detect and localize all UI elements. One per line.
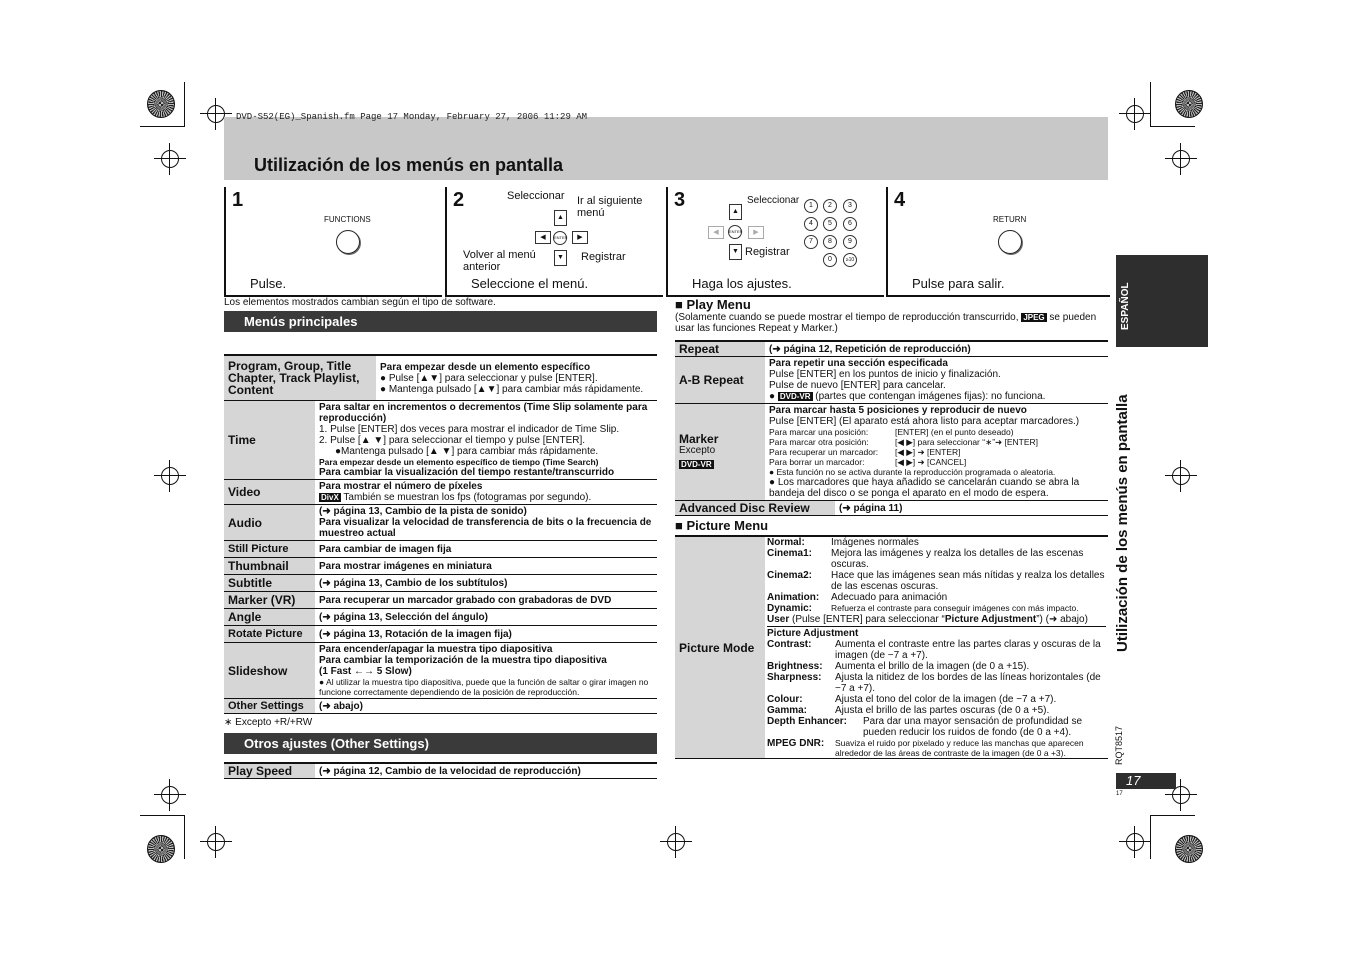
note: ● Al utilizar la muestra tipo diapositiva, puede que la función de saltar o girar imagen no funcione correctamente dependiendo de la posición de reproducción.	[319, 677, 649, 697]
return-button-label: RETURN	[993, 215, 1027, 224]
row-content: Para mostrar imágenes en miniatura	[315, 558, 657, 575]
text: (partes que contengan imágenes fijas): no funciona.	[815, 391, 1046, 402]
bullet-text: Esta función no se activa durante la reproducción programada o aleatoria.	[776, 467, 1056, 477]
heading-text: Play Menu	[686, 297, 751, 312]
step-caption: Pulse para salir.	[912, 276, 1005, 291]
text: Para marcar otra posición:	[769, 437, 869, 447]
row-heading: Para cambiar la visualización del tiempo restante/transcurrido	[319, 467, 615, 478]
step-number: 1	[232, 189, 244, 211]
adjust-item	[767, 694, 1106, 705]
select-label: Seleccionar	[747, 195, 800, 206]
left-column	[224, 297, 657, 779]
adjust-item	[767, 705, 1106, 716]
row-label: Advanced Disc Review	[675, 501, 835, 516]
row-label: Play Speed	[224, 764, 315, 779]
row-content: (➜ página 13, Selección del ángulo)	[315, 609, 657, 626]
mode-value: Imágenes normales	[831, 537, 919, 548]
step-number: 4	[894, 189, 906, 211]
mode-value: (Pulse [ENTER] para seleccionar “	[789, 614, 945, 625]
marker-line	[769, 427, 1104, 437]
software-note: Los elementos mostrados cambian según el tipo de software.	[224, 297, 496, 308]
registration-sun-mark	[1175, 90, 1203, 118]
table-row	[675, 342, 1108, 357]
bullet-text: Pulse [▲▼] para seleccionar y pulse [ENTER].	[388, 372, 598, 384]
key-7: 7	[804, 235, 818, 249]
row-content: (➜ abajo)	[315, 699, 657, 714]
register-label: Registrar	[581, 251, 626, 263]
row-text	[319, 492, 653, 503]
table-row	[675, 357, 1108, 404]
row-heading: Para empezar desde un elemento específico	[380, 361, 591, 373]
step-4	[886, 187, 1110, 297]
mode-value: Refuerza el contraste para conseguir imágenes con más impacto.	[831, 603, 1079, 613]
row-text: ● DVD-VR (partes que contengan imágenes fijas): no funciona.	[769, 391, 1046, 402]
row-label: Thumbnail	[224, 558, 315, 575]
adjust-value: Suaviza el ruido por pixelado y reduce las manchas que aparecen alrededor de las áreas de contraste de la imagen (de 0 a +3).	[835, 738, 1084, 758]
step-caption: Haga los ajustes.	[692, 276, 792, 291]
mode-key: Animation:	[767, 592, 820, 603]
row-text: Pulse [ENTER] en los puntos de inicio y finalización.	[769, 369, 1001, 380]
row-heading: Para marcar hasta 5 posiciones y reproducir de nuevo	[769, 405, 1027, 416]
adr-table	[675, 501, 1108, 516]
step-text: ●Mantenga pulsado [▲ ▼] para cambiar más rápidamente.	[335, 446, 599, 457]
row-heading: Para visualizar la velocidad de transferencia de bits o la frecuencia de muestreo actual	[319, 517, 652, 539]
marker-line	[769, 437, 1104, 447]
label-text: Marker	[679, 432, 719, 446]
key-2: 2	[823, 199, 837, 213]
table-row	[224, 558, 657, 575]
row-heading: Para cambiar la temporización de la muestra tipo diapositiva	[319, 655, 607, 666]
play-menu-table	[675, 342, 1108, 501]
registration-target-mark	[207, 833, 225, 851]
crop-mark	[184, 815, 185, 859]
adjust-key: Contrast:	[767, 639, 812, 650]
select-label: Seleccionar	[507, 190, 565, 202]
table-row	[224, 699, 657, 714]
table-row	[224, 356, 657, 401]
table-row	[224, 541, 657, 558]
text: También se muestran los fps (fotogramas por segundo).	[340, 492, 592, 503]
crop-mark	[1150, 815, 1151, 859]
row-heading: Para mostrar el número de píxeles	[319, 481, 483, 492]
adjust-item	[767, 672, 1106, 694]
crop-mark	[184, 82, 185, 126]
other-settings-heading: Otros ajustes (Other Settings)	[224, 733, 657, 754]
dvd-vr-badge: DVD-VR	[681, 460, 712, 469]
registration-target-mark	[1126, 105, 1144, 123]
table-row	[224, 505, 657, 541]
mode-item	[767, 592, 1106, 603]
row-content	[315, 505, 657, 541]
step-number: 3	[674, 189, 686, 211]
crop-mark	[1150, 82, 1151, 126]
bullet-item: ● Esta función no se activa durante la reproducción programada o aleatoria.	[769, 467, 1056, 477]
mode-value: Hace que las imágenes sean más nítidas y realza los detalles de las escenas oscuras.	[831, 570, 1105, 592]
adjust-key: Depth Enhancer:	[767, 716, 848, 727]
row-label: Still Picture	[224, 541, 315, 558]
row-label: Video	[224, 480, 315, 505]
registration-target-mark	[667, 833, 685, 851]
adjust-value: Para dar una mayor sensación de profundidad se pueden reducir los ruidos de fondo (de 0 a +4).	[863, 716, 1083, 738]
row-content: (➜ página 13, Rotación de la imagen fija)	[315, 626, 657, 643]
vertical-section-title: Utilización de los menús en pantalla	[1114, 394, 1131, 652]
footnote: ∗ Excepto +R/+RW	[224, 717, 313, 728]
bullet-text: Mantenga pulsado [▲▼] para cambiar más rápidamente.	[388, 383, 644, 395]
adjust-key: MPEG DNR:	[767, 738, 825, 749]
row-label: Picture Mode	[675, 537, 765, 759]
mode-key: Normal:	[767, 537, 805, 548]
note-text: Al utilizar la muestra tipo diapositiva, puede que la función de saltar o girar imagen no funcione correctamente dependiendo de la posición de reproducción.	[319, 677, 649, 697]
play-menu-heading: ■ Play Menu	[675, 297, 751, 312]
row-label: Other Settings	[224, 699, 315, 714]
table-row	[675, 501, 1108, 516]
play-menu-note	[675, 312, 1108, 342]
footnote-text: Excepto +R/+RW	[235, 717, 313, 728]
mode-value: Adecuado para animación	[831, 592, 948, 603]
table-row	[224, 401, 657, 480]
table-row	[224, 480, 657, 505]
row-text: Pulse [ENTER] (El aparato está ahora listo para aceptar marcadores.)	[769, 416, 1080, 427]
register-label: Registrar	[745, 246, 790, 258]
bullet-item: ● Pulse [▲▼] para seleccionar y pulse [ENTER].	[380, 372, 598, 384]
key-5: 5	[823, 217, 837, 231]
arrow-down-icon: ▼	[729, 244, 742, 260]
mode-item	[767, 570, 1106, 592]
adjust-value: Ajusta el brillo de las partes oscuras (de 0 a +5).	[835, 705, 1050, 716]
step-text: 1. Pulse [ENTER] dos veces para mostrar el indicador de Time Slip.	[319, 424, 620, 435]
adjust-value: Aumenta el contraste entre las partes claras y oscuras de la imagen (de −7 a +7).	[835, 639, 1101, 661]
step-3	[666, 187, 884, 297]
row-label: Subtitle	[224, 575, 315, 592]
row-heading	[319, 457, 653, 467]
arrow-right-icon: ▶	[748, 226, 764, 239]
crop-mark	[1150, 815, 1195, 816]
row-label: Time	[224, 401, 315, 480]
row-content	[765, 537, 1108, 759]
table-row	[675, 537, 1108, 759]
return-button-icon	[998, 230, 1022, 254]
registration-target-mark	[1172, 467, 1190, 485]
other-settings-table	[224, 764, 657, 779]
row-label: Marker (VR)	[224, 592, 315, 609]
adjust-key: Gamma:	[767, 705, 808, 716]
picture-menu-heading: ■ Picture Menu	[675, 516, 1108, 537]
picture-adjustment-list	[767, 627, 1106, 758]
main-menus-heading: Menús principales	[224, 311, 657, 332]
registration-sun-mark	[147, 835, 175, 863]
right-column	[675, 297, 1108, 759]
row-content	[765, 404, 1108, 501]
step-caption: Pulse.	[250, 276, 287, 291]
heading-text: Para empezar desde un elemento específico de tiempo	[319, 457, 541, 467]
heading-text: Para saltar en incrementos o decrementos	[319, 402, 521, 413]
row-content	[315, 643, 657, 699]
label-sub: Excepto	[679, 445, 716, 456]
table-row	[224, 575, 657, 592]
crop-mark	[1150, 126, 1195, 127]
row-content: (➜ página 13, Cambio de los subtítulos)	[315, 575, 657, 592]
row-content	[765, 357, 1108, 404]
arrow-left-icon: ◀	[708, 226, 724, 239]
mode-value: Picture Adjustment	[944, 614, 1037, 625]
adjust-key: Colour:	[767, 694, 803, 705]
dvd-vr-badge: DVD-VR	[779, 392, 811, 401]
step-2	[445, 187, 663, 297]
marker-line	[769, 457, 1104, 467]
table-row	[224, 592, 657, 609]
step-text: 2. Pulse [▲ ▼] para seleccionar el tiempo y pulse [ENTER].	[319, 435, 586, 446]
key-0: 0	[823, 253, 837, 267]
text: [◀ ▶] para seleccionar “∗”➜ [ENTER]	[895, 437, 1039, 447]
adjust-value: Ajusta el tono del color de la imagen (de −7 a +7).	[835, 694, 1057, 705]
registration-target-mark	[161, 786, 179, 804]
mode-value: Mejora las imágenes y realza los detalles de las escenas oscuras.	[831, 548, 1084, 570]
mode-key: Cinema1:	[767, 548, 813, 559]
adjust-value: Ajusta la nitidez de los bordes de las líneas horizontales (de −7 a +7).	[835, 672, 1101, 694]
text: Para recuperar un marcador:	[769, 447, 879, 457]
row-text: Pulse de nuevo [ENTER] para cancelar.	[769, 380, 946, 391]
text: [ENTER] (en el punto deseado)	[895, 427, 1014, 437]
row-content	[376, 356, 657, 401]
marker-line	[769, 447, 1104, 457]
divx-badge: DivX	[321, 493, 339, 502]
key-1: 1	[804, 199, 818, 213]
main-menus-table-2	[224, 401, 657, 541]
key-9: 9	[843, 235, 857, 249]
jpeg-badge: JPEG	[1023, 313, 1045, 322]
step-caption: Seleccione el menú.	[471, 276, 589, 291]
row-content	[315, 401, 657, 480]
mode-item	[767, 548, 1106, 570]
bullet-item: ● Los marcadores que haya añadido se cancelarán cuando se abra la bandeja del disco o se ponga el aparato en el modo de espera.	[769, 477, 1080, 499]
row-heading: Para repetir una sección especificada	[769, 358, 948, 369]
table-row	[675, 404, 1108, 501]
note-text: se pueden usar las funciones Repeat y Marker.)	[675, 312, 1097, 334]
row-content: (➜ página 11)	[835, 501, 1108, 516]
row-heading	[319, 402, 653, 424]
row-label	[675, 404, 765, 501]
enter-button-icon: ENTER	[553, 231, 567, 245]
enter-button-icon: ENTER	[728, 225, 742, 239]
page-number-small: 17	[1116, 791, 1123, 797]
key-3: 3	[843, 199, 857, 213]
key-10: ≥10	[843, 253, 857, 267]
functions-button-icon	[336, 230, 360, 254]
table-row	[224, 764, 657, 779]
slideshow-table	[224, 643, 657, 714]
step-1	[224, 187, 442, 297]
text: [◀ ▶] ➜ [ENTER]	[895, 447, 961, 457]
row-label: Rotate Picture	[224, 626, 315, 643]
adjust-item	[767, 661, 1106, 672]
mode-item	[767, 614, 1106, 625]
text: Para marcar una posición:	[769, 427, 869, 437]
file-info-line: DVD-S52(EG)_Spanish.fm Page 17 Monday, February 27, 2006 11:29 AM	[236, 112, 588, 122]
table-row	[224, 609, 657, 626]
next-menu-label: Ir al siguiente menú	[577, 195, 643, 219]
adjust-key: Sharpness:	[767, 672, 822, 683]
registration-target-mark	[207, 105, 225, 123]
arrow-up-icon: ▲	[729, 204, 742, 220]
row-label: Angle	[224, 609, 315, 626]
row-heading: (➜ página 13, Cambio de la pista de sonido)	[319, 506, 527, 517]
heading-text: (Time Slip solamente para reproducción)	[319, 402, 648, 424]
registration-target-mark	[1172, 150, 1190, 168]
heading-text: Picture Menu	[686, 518, 769, 533]
back-menu-label: Volver al menú anterior	[463, 249, 536, 273]
row-label: Program, Group, Title Chapter, Track Playlist, Content	[224, 356, 376, 401]
key-4: 4	[804, 217, 818, 231]
table-row	[224, 626, 657, 643]
key-6: 6	[843, 217, 857, 231]
note-text: (Solamente cuando se puede mostrar el tiempo de reproducción transcurrido,	[675, 312, 1019, 323]
table-row	[224, 643, 657, 699]
step-number: 2	[453, 189, 465, 211]
arrow-right-icon: ▶	[572, 231, 588, 244]
row-label: Audio	[224, 505, 315, 541]
page-number: 17	[1116, 773, 1176, 789]
text: [◀ ▶] ➜ [CANCEL]	[895, 457, 967, 467]
simple-rows-table	[224, 541, 657, 643]
mode-value: ”) (➜ abajo)	[1036, 614, 1088, 625]
row-content: Para cambiar de imagen fija	[315, 541, 657, 558]
bullet-item: ● Mantenga pulsado [▲▼] para cambiar más rápidamente.	[380, 383, 644, 395]
row-heading: Para encender/apagar la muestra tipo diapositiva	[319, 644, 553, 655]
arrow-left-icon: ◀	[535, 231, 551, 244]
registration-target-mark	[1126, 833, 1144, 851]
picture-mode-list	[767, 537, 1106, 627]
row-label: Slideshow	[224, 643, 315, 699]
adjustment-heading: Picture Adjustment	[767, 628, 859, 639]
main-menus-table	[224, 356, 657, 401]
page-title: Utilización de los menús en pantalla	[254, 155, 564, 175]
mode-item	[767, 603, 1106, 614]
crop-mark	[140, 126, 185, 127]
arrow-up-icon: ▲	[554, 210, 567, 226]
heading-text: (Time Search)	[540, 457, 599, 467]
functions-button-label: FUNCTIONS	[324, 215, 371, 224]
mode-key: User	[767, 614, 790, 625]
mode-item	[767, 537, 1106, 548]
mode-key: Dynamic:	[767, 603, 813, 614]
language-tab-label: ESPAÑOL	[1120, 282, 1131, 330]
row-content: Para recuperar un marcador grabado con grabadoras de DVD	[315, 592, 657, 609]
row-label: A-B Repeat	[675, 357, 765, 404]
adjust-key: Brightness:	[767, 661, 823, 672]
adjust-item	[767, 716, 1106, 738]
registration-sun-mark	[147, 90, 175, 118]
row-content	[315, 480, 657, 505]
registration-target-mark	[161, 467, 179, 485]
row-content: (➜ página 12, Repetición de reproducción)	[765, 342, 1108, 357]
row-label: Repeat	[675, 342, 765, 357]
row-content: (➜ página 12, Cambio de la velocidad de reproducción)	[315, 764, 657, 779]
adjust-value: Aumenta el brillo de la imagen (de 0 a +15).	[835, 661, 1030, 672]
document-code: RQT8517	[1114, 725, 1124, 765]
arrow-down-icon: ▼	[554, 250, 567, 266]
registration-target-mark	[161, 150, 179, 168]
crop-mark	[140, 815, 185, 816]
registration-sun-mark	[1175, 835, 1203, 863]
bullet-text: Los marcadores que haya añadido se cancelarán cuando se abra la bandeja del disco o se ponga el aparato en el modo de espera.	[769, 477, 1080, 499]
text: Para borrar un marcador:	[769, 457, 865, 467]
row-heading: (1 Fast ←→ 5 Slow)	[319, 666, 412, 677]
adjust-item	[767, 738, 1106, 758]
picture-menu-table	[675, 537, 1108, 759]
mode-key: Cinema2:	[767, 570, 813, 581]
adjust-item	[767, 639, 1106, 661]
key-8: 8	[823, 235, 837, 249]
